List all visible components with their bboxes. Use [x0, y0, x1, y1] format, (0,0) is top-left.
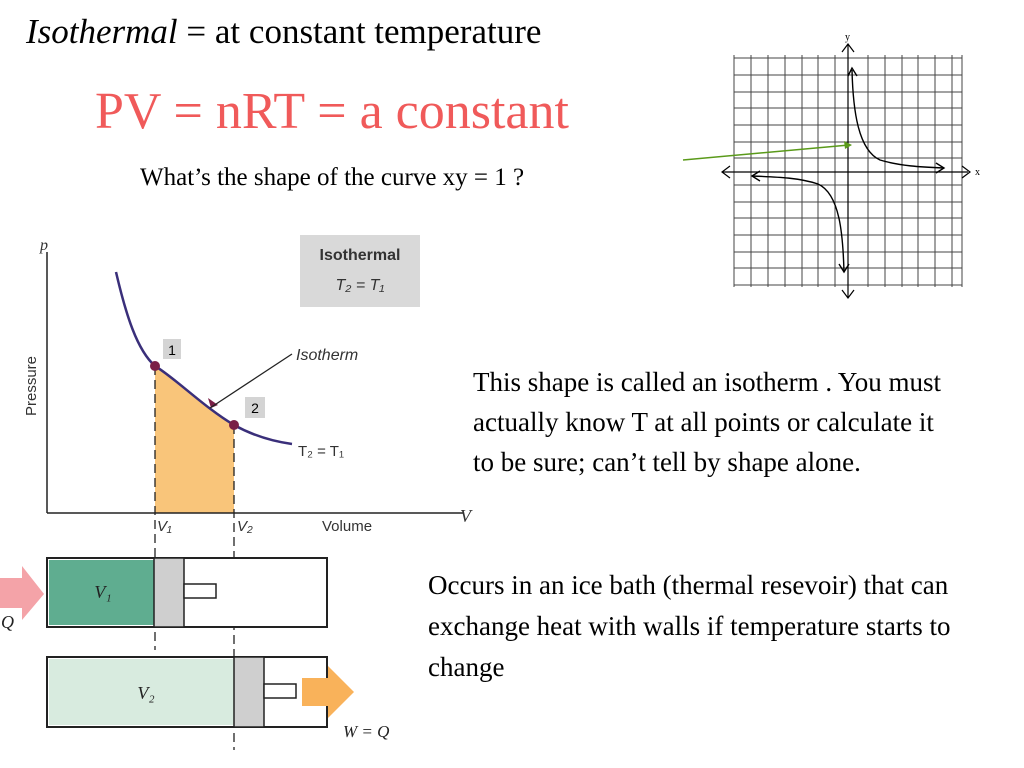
page-title — [26, 12, 541, 52]
piston-top — [154, 558, 184, 627]
work-area-fill — [155, 366, 234, 513]
title-term: Isothermal — [26, 12, 178, 51]
state-point-1 — [150, 361, 160, 371]
pv-diagram-figure — [0, 225, 480, 768]
point2-label: 2 — [251, 400, 259, 416]
piston-rod-bottom — [264, 684, 296, 698]
work-out-label: W = Q — [343, 722, 390, 741]
pressure-axis-label: Pressure — [23, 355, 40, 417]
v-axis-symbol: V — [460, 506, 471, 526]
piston-bottom — [234, 657, 264, 727]
v2-tick-label: V₂ — [237, 518, 253, 535]
cylinder-bottom-volume: V₂ — [137, 683, 155, 703]
ice-bath-explanation: Occurs in an ice bath (thermal resevoir) that can exchange heat with walls if temperature starts to change — [428, 570, 951, 682]
legend-relation: T₂ = T₁ — [335, 277, 385, 294]
heat-in-label: Q — [1, 612, 14, 632]
graph-y-label: y — [845, 32, 850, 43]
p-axis-symbol: p — [40, 237, 48, 254]
isotherm-explanation: This shape is called an isotherm . You must actually know T at all points or calculate it to be sure; can’t tell by shape alone. — [473, 367, 941, 477]
point1-label: 1 — [168, 342, 176, 358]
hyperbola-branch-upper — [852, 70, 944, 168]
hyperbola-branch-lower — [752, 176, 844, 272]
v1-tick-label: V₁ — [157, 518, 172, 535]
isotherm-label: Isotherm — [296, 347, 359, 364]
legend-title: Isothermal — [319, 247, 401, 264]
piston-rod-top — [184, 584, 216, 598]
state-point-2 — [229, 420, 239, 430]
curve-end-label: T₂ = T₁ — [298, 443, 345, 460]
pointer-arrow — [675, 135, 860, 165]
title-definition: = at constant temperature — [177, 12, 542, 51]
hyperbola-graph — [700, 25, 1000, 310]
cylinder-top-volume: V₁ — [94, 582, 112, 602]
graph-x-label: x — [975, 167, 980, 178]
ideal-gas-equation: PV = nRT = a constant — [95, 83, 569, 140]
volume-axis-label: Volume — [322, 518, 373, 535]
curve-question: What’s the shape of the curve xy = 1 ? — [140, 164, 525, 191]
legend-box — [300, 235, 420, 307]
